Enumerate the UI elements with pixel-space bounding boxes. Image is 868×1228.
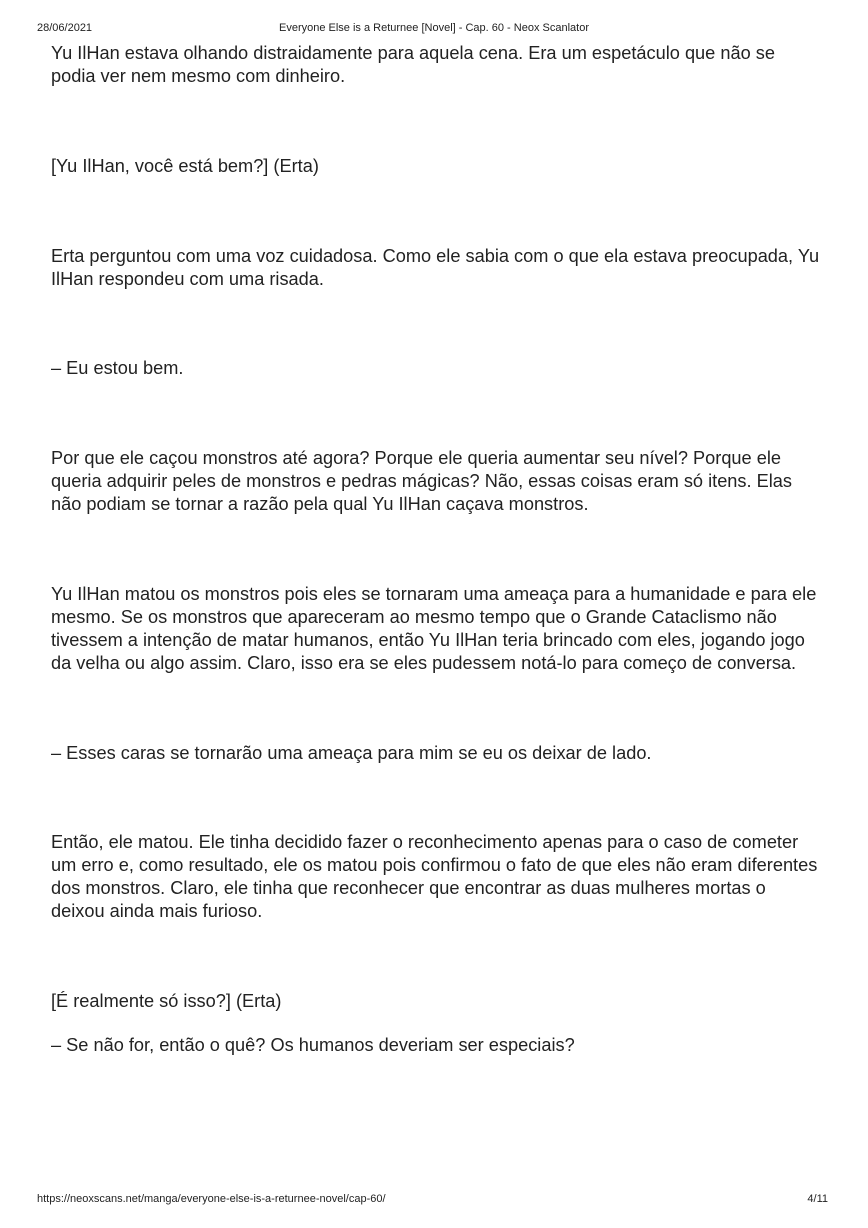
paragraph-5: Por que ele caçou monstros até agora? Porque ele queria aumentar seu nível? Porque ele queria adquirir peles de monstros e pedras mágicas? Não, essas coisas eram só itens. Elas não podiam se tornar a razão pela qual Yu IlHan caçava monstros.	[51, 448, 792, 514]
source-url: https://neoxscans.net/manga/everyone-else-is-a-returnee-novel/cap-60/	[37, 1193, 386, 1205]
chapter-text	[51, 42, 821, 1057]
paragraph-1: Yu IlHan estava olhando distraidamente para aquela cena. Era um espetáculo que não se podia ver nem mesmo com dinheiro.	[51, 43, 775, 86]
paragraph-4: – Eu estou bem.	[51, 358, 184, 378]
paragraph-3: Erta perguntou com uma voz cuidadosa. Como ele sabia com o que ela estava preocupada, Yu IlHan respondeu com uma risada.	[51, 246, 820, 289]
paragraph-7: – Esses caras se tornarão uma ameaça para mim se eu os deixar de lado.	[51, 743, 652, 763]
paragraph-10: – Se não for, então o quê? Os humanos deveriam ser especiais?	[51, 1035, 575, 1055]
paragraph-2: [Yu IlHan, você está bem?] (Erta)	[51, 156, 319, 176]
page-number: 4/11	[807, 1193, 828, 1205]
paragraph-8: Então, ele matou. Ele tinha decidido fazer o reconhecimento apenas para o caso de cometer um erro e, como resultado, ele os matou pois confirmou o fato de que eles não eram diferentes dos monstros. Claro, ele tinha que reconhecer que encontrar as duas mulheres mortas o deixou ainda mais furioso.	[51, 832, 818, 921]
paragraph-9: [É realmente só isso?] (Erta)	[51, 991, 282, 1011]
page-title: Everyone Else is a Returnee [Novel] - Cap. 60 - Neox Scanlator	[279, 22, 589, 34]
paragraph-6: Yu IlHan matou os monstros pois eles se tornaram uma ameaça para a humanidade e para ele mesmo. Se os monstros que apareceram ao mesmo tempo que o Grande Cataclismo não tivessem a intenção de matar humanos, então Yu IlHan teria brincado com eles, jogando jogo da velha ou algo assim. Claro, isso era se eles pudessem notá-lo para começo de conversa.	[51, 584, 817, 673]
print-date: 28/06/2021	[37, 22, 93, 34]
